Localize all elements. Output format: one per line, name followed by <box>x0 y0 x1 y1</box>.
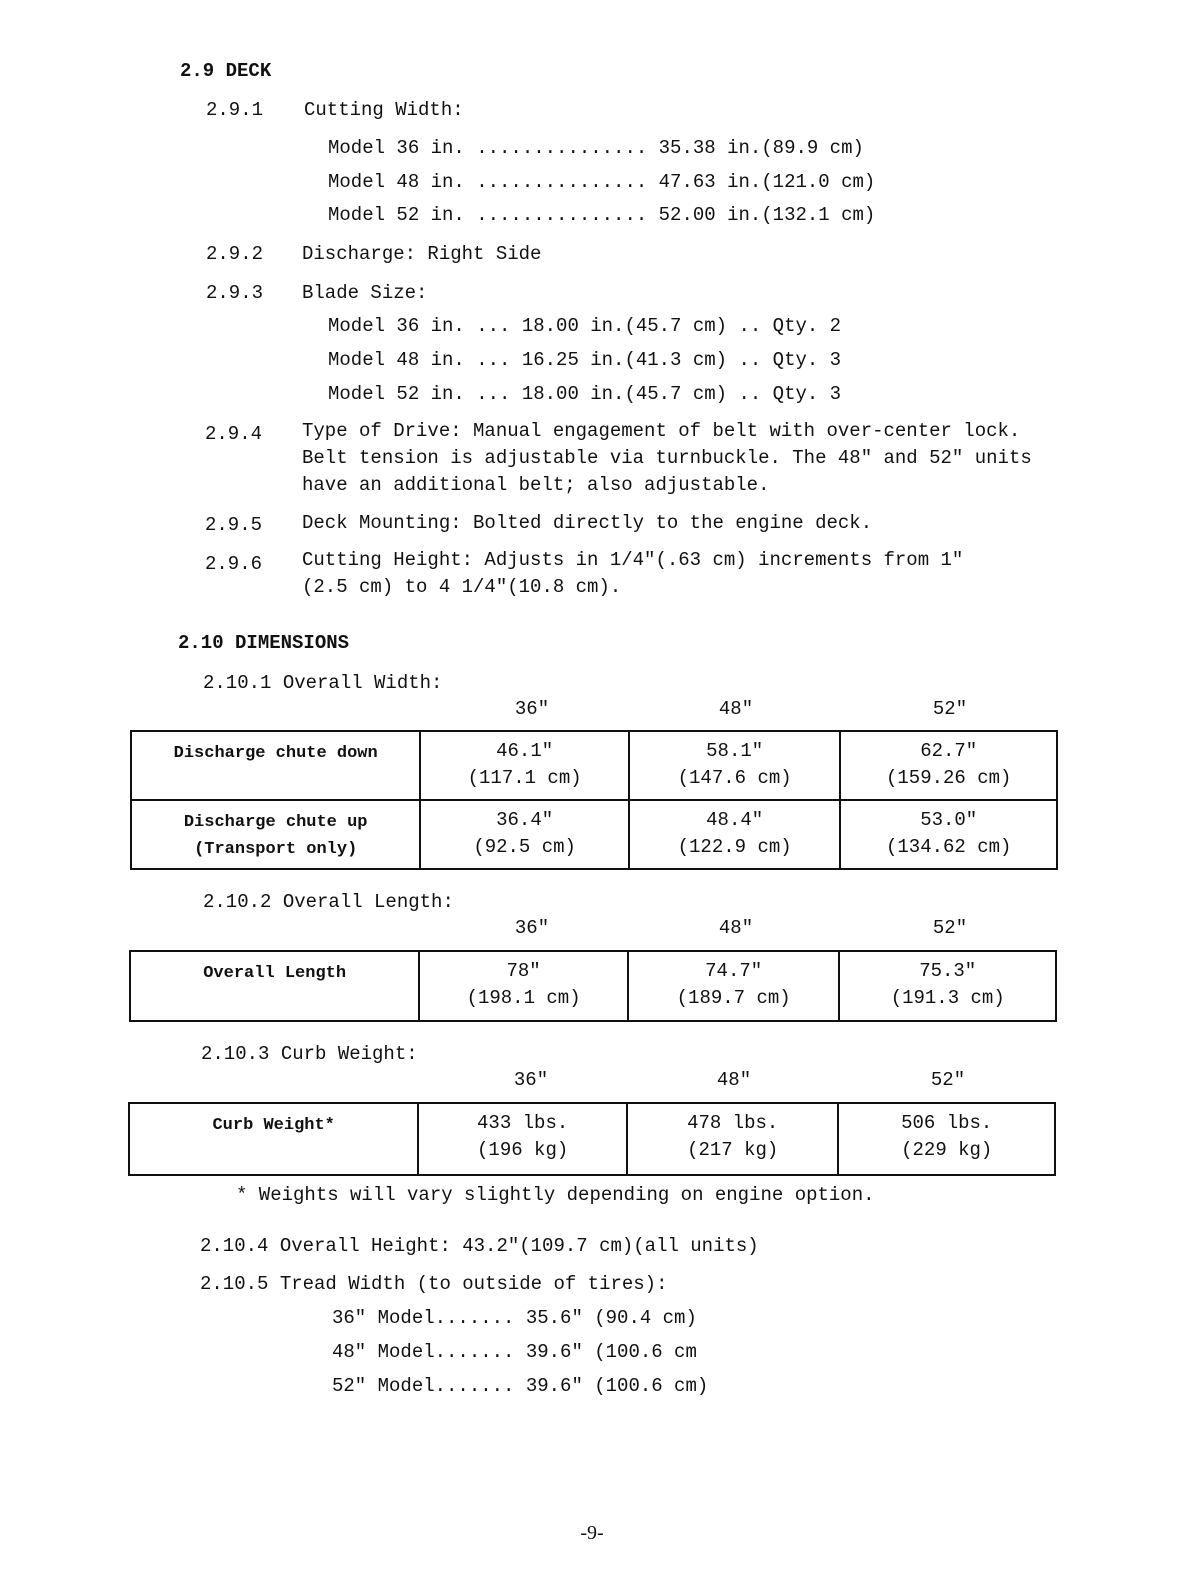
item-number-2-9-5: 2.9.5 <box>205 514 263 536</box>
item-number-2-9-1: 2.9.1 <box>206 99 264 121</box>
mounting-text: Deck Mounting: Bolted directly to the engine deck. <box>302 512 873 534</box>
overall-height-text: 2.10.4 Overall Height: 43.2"(109.7 cm)(all units) <box>200 1235 759 1257</box>
table-cell: 36.4" (92.5 cm) <box>420 800 629 869</box>
curb-weight-table <box>128 1102 1056 1176</box>
overall-length-table <box>129 950 1057 1022</box>
cutting-width-row: Model 36 in. ............... 35.38 in.(89.9 cm) <box>328 137 864 159</box>
overall-width-table <box>130 730 1058 870</box>
discharge-text: Discharge: Right Side <box>302 243 542 265</box>
row-label: Discharge chute up (Transport only) <box>131 800 420 869</box>
item-number-2-9-6: 2.9.6 <box>205 553 263 575</box>
section-title-dimensions: 2.10 DIMENSIONS <box>178 632 350 654</box>
curb-weight-heading: 2.10.3 Curb Weight: <box>201 1043 418 1065</box>
table-cell: 62.7" (159.26 cm) <box>840 731 1057 800</box>
row-label: Discharge chute down <box>131 731 420 800</box>
page-number: -9- <box>580 1522 604 1544</box>
tread-width-row: 52" Model....... 39.6" (100.6 cm) <box>332 1375 709 1397</box>
row-label: Overall Length <box>130 951 419 1021</box>
table-cell: 433 lbs. (196 kg) <box>418 1103 627 1175</box>
overall-length-heading: 2.10.2 Overall Length: <box>203 891 454 913</box>
blade-size-row: Model 36 in. ... 18.00 in.(45.7 cm) .. Qty. 2 <box>328 315 842 337</box>
cutting-width-row: Model 52 in. ............... 52.00 in.(132.1 cm) <box>328 204 876 226</box>
item-number-2-9-3: 2.9.3 <box>206 282 264 304</box>
table-cell: 75.3" (191.3 cm) <box>839 951 1056 1021</box>
blade-size-label: Blade Size: <box>302 282 428 304</box>
tread-width-row: 36" Model....... 35.6" (90.4 cm) <box>332 1307 697 1329</box>
table-cell: 78" (198.1 cm) <box>419 951 628 1021</box>
overall-width-heading: 2.10.1 Overall Width: <box>203 672 443 694</box>
column-header-36: 36" <box>514 698 550 720</box>
table-row <box>131 800 1057 869</box>
table-row <box>131 731 1057 800</box>
table-cell: 48.4" (122.9 cm) <box>629 800 841 869</box>
table-cell: 478 lbs. (217 kg) <box>627 1103 839 1175</box>
table-row <box>129 1103 1055 1175</box>
column-header-36: 36" <box>514 917 550 939</box>
blade-size-row: Model 52 in. ... 18.00 in.(45.7 cm) .. Qty. 3 <box>328 383 842 405</box>
column-header-52: 52" <box>930 1069 966 1091</box>
cutting-height-text: Cutting Height: Adjusts in 1/4"(.63 cm) increments from 1"(2.5 cm) to 4 1/4"(10.8 cm). <box>302 549 964 598</box>
column-header-36: 36" <box>513 1069 549 1091</box>
section-title-deck: 2.9 DECK <box>180 60 272 82</box>
table-cell: 46.1" (117.1 cm) <box>420 731 629 800</box>
cutting-width-label: Cutting Width: <box>304 99 464 121</box>
item-number-2-9-4: 2.9.4 <box>205 423 263 445</box>
column-header-52: 52" <box>932 917 968 939</box>
drive-text: Type of Drive: Manual engagement of belt with over-center lock. Belt tension is adjustable via turnbuckle. The 48" and 52" units have an additional belt; also adjustable. <box>302 420 1032 496</box>
table-cell: 506 lbs. (229 kg) <box>838 1103 1055 1175</box>
column-header-52: 52" <box>932 698 968 720</box>
tread-width-row: 48" Model....... 39.6" (100.6 cm <box>332 1341 697 1363</box>
column-header-48: 48" <box>716 1069 752 1091</box>
table-cell: 58.1" (147.6 cm) <box>629 731 841 800</box>
row-label: Curb Weight* <box>129 1103 418 1175</box>
table-cell: 53.0" (134.62 cm) <box>840 800 1057 869</box>
column-header-48: 48" <box>718 698 754 720</box>
weight-footnote: * Weights will vary slightly depending on engine option. <box>236 1184 875 1206</box>
cutting-width-row: Model 48 in. ............... 47.63 in.(121.0 cm) <box>328 171 876 193</box>
table-cell: 74.7" (189.7 cm) <box>628 951 840 1021</box>
table-row <box>130 951 1056 1021</box>
item-number-2-9-2: 2.9.2 <box>206 243 264 265</box>
blade-size-row: Model 48 in. ... 16.25 in.(41.3 cm) .. Qty. 3 <box>328 349 842 371</box>
tread-width-heading: 2.10.5 Tread Width (to outside of tires): <box>200 1273 668 1295</box>
column-header-48: 48" <box>718 917 754 939</box>
